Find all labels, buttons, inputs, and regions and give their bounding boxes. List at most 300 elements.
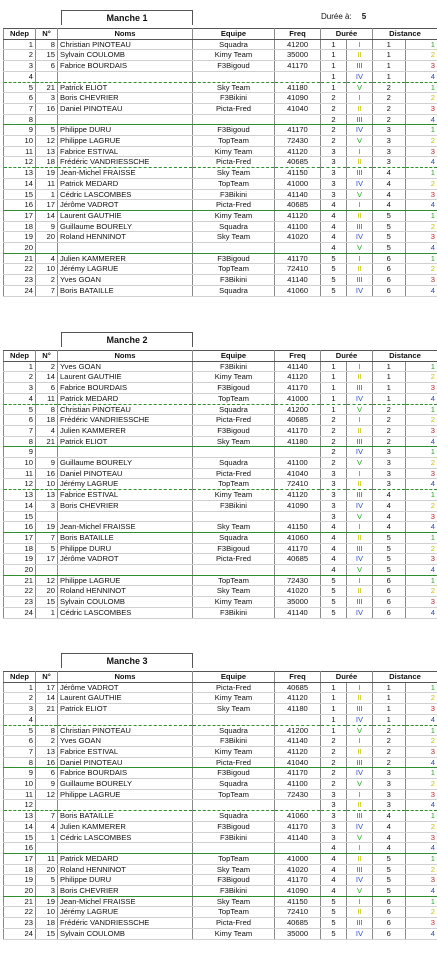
distance-cell: 2 bbox=[373, 404, 406, 415]
distance-slot-cell: 2 bbox=[405, 372, 437, 383]
duree-slot-cell: II bbox=[347, 50, 373, 61]
table-row bbox=[4, 447, 437, 458]
nom-cell: Boris CHEVRIER bbox=[58, 93, 193, 104]
distance-cell: 4 bbox=[373, 500, 406, 511]
distance-cell: 4 bbox=[373, 821, 406, 832]
duree-slot-cell: IV bbox=[347, 447, 373, 458]
n-cell: 12 bbox=[36, 136, 58, 147]
freq-cell: 41200 bbox=[275, 404, 321, 415]
distance-slot-cell: 4 bbox=[405, 200, 437, 211]
duree-cell: 3 bbox=[321, 189, 347, 200]
table-row bbox=[4, 864, 437, 875]
ndep-cell: 1 bbox=[4, 361, 36, 372]
ndep-cell: 13 bbox=[4, 811, 36, 822]
equipe-cell: Sky Team bbox=[193, 864, 275, 875]
equipe-cell: Sky Team bbox=[193, 232, 275, 243]
freq-cell bbox=[275, 243, 321, 254]
duree-cell: 4 bbox=[321, 875, 347, 886]
n-cell: 15 bbox=[36, 928, 58, 939]
duree-slot-cell: IV bbox=[347, 821, 373, 832]
n-cell bbox=[36, 565, 58, 576]
nom-cell: Guillaume BOURELY bbox=[58, 458, 193, 469]
nom-cell: Sylvain COULOMB bbox=[58, 928, 193, 939]
header-distance: Distance bbox=[373, 351, 437, 362]
freq-cell: 41090 bbox=[275, 93, 321, 104]
distance-slot-cell: 1 bbox=[405, 532, 437, 543]
distance-slot-cell: 1 bbox=[405, 361, 437, 372]
equipe-cell: F3Bigoud bbox=[193, 875, 275, 886]
equipe-cell bbox=[193, 114, 275, 125]
n-cell: 14 bbox=[36, 693, 58, 704]
duree-cell: 4 bbox=[321, 554, 347, 565]
ndep-cell: 6 bbox=[4, 93, 36, 104]
equipe-cell bbox=[193, 511, 275, 522]
table-row bbox=[4, 458, 437, 469]
freq-cell: 41170 bbox=[275, 253, 321, 264]
n-cell: 1 bbox=[36, 189, 58, 200]
ndep-cell: 7 bbox=[4, 425, 36, 436]
equipe-cell: Picta-Fred bbox=[193, 103, 275, 114]
nom-cell bbox=[58, 714, 193, 725]
equipe-cell: TopTeam bbox=[193, 264, 275, 275]
ndep-cell: 13 bbox=[4, 168, 36, 179]
duree-cell: 4 bbox=[321, 243, 347, 254]
distance-cell: 3 bbox=[373, 789, 406, 800]
manche-title-row bbox=[3, 8, 437, 28]
freq-cell: 41150 bbox=[275, 522, 321, 533]
equipe-cell: Squadra bbox=[193, 285, 275, 296]
header-row bbox=[4, 29, 437, 40]
equipe-cell: F3Bikini bbox=[193, 832, 275, 843]
duree-slot-cell: I bbox=[347, 575, 373, 586]
equipe-cell: TopTeam bbox=[193, 136, 275, 147]
equipe-cell: F3Bikini bbox=[193, 736, 275, 747]
nom-cell: Frédéric VANDRIESSCHE bbox=[58, 918, 193, 929]
duree-cell: 3 bbox=[321, 490, 347, 501]
freq-cell bbox=[275, 114, 321, 125]
duree-cell: 1 bbox=[321, 682, 347, 693]
table-row bbox=[4, 61, 437, 72]
duree-slot-cell: I bbox=[347, 896, 373, 907]
n-cell: 3 bbox=[36, 886, 58, 897]
freq-cell: 41020 bbox=[275, 232, 321, 243]
freq-cell: 41170 bbox=[275, 768, 321, 779]
freq-cell: 41140 bbox=[275, 607, 321, 618]
distance-cell: 3 bbox=[373, 800, 406, 811]
nom-cell: Cédric LASCOMBES bbox=[58, 607, 193, 618]
table-row bbox=[4, 607, 437, 618]
ndep-cell: 22 bbox=[4, 907, 36, 918]
table-row bbox=[4, 189, 437, 200]
distance-cell: 4 bbox=[373, 200, 406, 211]
nom-cell: Philippe DURU bbox=[58, 125, 193, 136]
duree-cell: 5 bbox=[321, 597, 347, 608]
equipe-cell: F3Bigoud bbox=[193, 425, 275, 436]
nom-cell: Laurent GAUTHIE bbox=[58, 372, 193, 383]
ndep-cell: 18 bbox=[4, 221, 36, 232]
freq-cell: 41200 bbox=[275, 39, 321, 50]
freq-cell bbox=[275, 565, 321, 576]
duree-slot-cell: I bbox=[347, 789, 373, 800]
distance-slot-cell: 2 bbox=[405, 264, 437, 275]
n-cell: 11 bbox=[36, 178, 58, 189]
ndep-cell: 2 bbox=[4, 50, 36, 61]
equipe-cell: Picta-Fred bbox=[193, 468, 275, 479]
duree-cell: 1 bbox=[321, 71, 347, 82]
equipe-cell: TopTeam bbox=[193, 575, 275, 586]
table-row bbox=[4, 575, 437, 586]
distance-slot-cell: 3 bbox=[405, 146, 437, 157]
n-cell: 3 bbox=[36, 500, 58, 511]
header-row bbox=[4, 351, 437, 362]
distance-cell: 2 bbox=[373, 746, 406, 757]
equipe-cell bbox=[193, 71, 275, 82]
n-cell: 5 bbox=[36, 543, 58, 554]
distance-slot-cell: 4 bbox=[405, 436, 437, 447]
freq-cell: 35000 bbox=[275, 597, 321, 608]
freq-cell: 72430 bbox=[275, 136, 321, 147]
n-cell: 19 bbox=[36, 896, 58, 907]
equipe-cell: Squadra bbox=[193, 811, 275, 822]
freq-cell: 41140 bbox=[275, 275, 321, 286]
duree-cell: 1 bbox=[321, 50, 347, 61]
ndep-cell: 4 bbox=[4, 71, 36, 82]
table-row bbox=[4, 693, 437, 704]
distance-cell: 2 bbox=[373, 757, 406, 768]
nom-cell: Philippe LAGRUE bbox=[58, 575, 193, 586]
nom-cell: Patrick ELIOT bbox=[58, 704, 193, 715]
n-cell: 5 bbox=[36, 125, 58, 136]
distance-cell: 3 bbox=[373, 136, 406, 147]
duree-slot-cell: V bbox=[347, 886, 373, 897]
manche-table bbox=[3, 350, 437, 619]
duree-cell: 1 bbox=[321, 693, 347, 704]
distance-cell: 2 bbox=[373, 93, 406, 104]
table-row bbox=[4, 125, 437, 136]
header-noms: Noms bbox=[58, 29, 193, 40]
duree-slot-cell: V bbox=[347, 189, 373, 200]
duree-slot-cell: I bbox=[347, 200, 373, 211]
ndep-cell: 9 bbox=[4, 768, 36, 779]
table-row bbox=[4, 383, 437, 394]
duree-slot-cell: II bbox=[347, 907, 373, 918]
duree-cell: 3 bbox=[321, 789, 347, 800]
duree-slot-cell: II bbox=[347, 532, 373, 543]
ndep-cell: 6 bbox=[4, 736, 36, 747]
freq-cell: 41140 bbox=[275, 189, 321, 200]
distance-slot-cell: 1 bbox=[405, 682, 437, 693]
ndep-cell: 11 bbox=[4, 468, 36, 479]
distance-slot-cell: 4 bbox=[405, 479, 437, 490]
distance-cell: 6 bbox=[373, 607, 406, 618]
distance-slot-cell: 2 bbox=[405, 864, 437, 875]
duree-cell: 3 bbox=[321, 178, 347, 189]
ndep-cell: 23 bbox=[4, 597, 36, 608]
n-cell: 5 bbox=[36, 875, 58, 886]
duree-slot-cell: II bbox=[347, 586, 373, 597]
distance-slot-cell: 3 bbox=[405, 103, 437, 114]
distance-cell: 3 bbox=[373, 479, 406, 490]
ndep-cell: 2 bbox=[4, 693, 36, 704]
nom-cell: Philippe LAGRUE bbox=[58, 136, 193, 147]
duree-cell: 3 bbox=[321, 146, 347, 157]
duree-slot-cell: II bbox=[347, 853, 373, 864]
duree-slot-cell: I bbox=[347, 146, 373, 157]
header-row bbox=[4, 672, 437, 683]
ndep-cell: 24 bbox=[4, 607, 36, 618]
distance-cell: 6 bbox=[373, 253, 406, 264]
table-row bbox=[4, 103, 437, 114]
n-cell: 19 bbox=[36, 168, 58, 179]
n-cell: 19 bbox=[36, 522, 58, 533]
equipe-cell: Kimy Team bbox=[193, 928, 275, 939]
distance-cell: 2 bbox=[373, 425, 406, 436]
header-ndep: Ndep bbox=[4, 29, 36, 40]
distance-slot-cell: 2 bbox=[405, 93, 437, 104]
duree-slot-cell: V bbox=[347, 725, 373, 736]
duree-slot-cell: III bbox=[347, 114, 373, 125]
distance-cell: 3 bbox=[373, 779, 406, 790]
distance-cell: 1 bbox=[373, 383, 406, 394]
n-cell: 16 bbox=[36, 103, 58, 114]
distance-cell: 5 bbox=[373, 853, 406, 864]
n-cell: 10 bbox=[36, 264, 58, 275]
distance-slot-cell: 3 bbox=[405, 918, 437, 929]
nom-cell: Jean-Michel FRAISSE bbox=[58, 168, 193, 179]
distance-cell: 4 bbox=[373, 811, 406, 822]
ndep-cell: 12 bbox=[4, 479, 36, 490]
distance-slot-cell: 2 bbox=[405, 736, 437, 747]
manche-title-row bbox=[3, 651, 437, 671]
distance-cell: 1 bbox=[373, 693, 406, 704]
freq-cell: 35000 bbox=[275, 928, 321, 939]
distance-slot-cell: 1 bbox=[405, 168, 437, 179]
distance-slot-cell: 4 bbox=[405, 886, 437, 897]
manche-title: Manche 1 bbox=[61, 10, 193, 25]
distance-cell: 6 bbox=[373, 918, 406, 929]
distance-cell: 4 bbox=[373, 843, 406, 854]
distance-slot-cell: 2 bbox=[405, 907, 437, 918]
distance-cell: 2 bbox=[373, 436, 406, 447]
equipe-cell: TopTeam bbox=[193, 178, 275, 189]
distance-slot-cell: 4 bbox=[405, 928, 437, 939]
n-cell: 21 bbox=[36, 704, 58, 715]
freq-cell: 41170 bbox=[275, 383, 321, 394]
duree-cell: 5 bbox=[321, 918, 347, 929]
duree-a bbox=[321, 12, 366, 21]
table-row bbox=[4, 178, 437, 189]
freq-cell: 72410 bbox=[275, 479, 321, 490]
table-row bbox=[4, 50, 437, 61]
n-cell bbox=[36, 447, 58, 458]
ndep-cell: 23 bbox=[4, 275, 36, 286]
duree-slot-cell: III bbox=[347, 918, 373, 929]
equipe-cell bbox=[193, 447, 275, 458]
table-row bbox=[4, 586, 437, 597]
distance-cell: 5 bbox=[373, 532, 406, 543]
nom-cell: Christian PINOTEAU bbox=[58, 404, 193, 415]
equipe-cell: Kimy Team bbox=[193, 146, 275, 157]
freq-cell: 41060 bbox=[275, 532, 321, 543]
ndep-cell: 5 bbox=[4, 404, 36, 415]
duree-cell: 1 bbox=[321, 404, 347, 415]
nom-cell: Daniel PINOTEAU bbox=[58, 103, 193, 114]
distance-slot-cell: 1 bbox=[405, 811, 437, 822]
freq-cell: 41150 bbox=[275, 896, 321, 907]
ndep-cell: 24 bbox=[4, 928, 36, 939]
ndep-cell: 3 bbox=[4, 383, 36, 394]
freq-cell: 41040 bbox=[275, 757, 321, 768]
ndep-cell: 16 bbox=[4, 522, 36, 533]
table-row bbox=[4, 532, 437, 543]
n-cell bbox=[36, 714, 58, 725]
freq-cell: 41180 bbox=[275, 704, 321, 715]
equipe-cell: F3Bigoud bbox=[193, 383, 275, 394]
table-row bbox=[4, 746, 437, 757]
manche-title: Manche 3 bbox=[61, 653, 193, 668]
table-row bbox=[4, 886, 437, 897]
distance-slot-cell: 1 bbox=[405, 896, 437, 907]
distance-slot-cell: 2 bbox=[405, 821, 437, 832]
freq-cell: 41040 bbox=[275, 468, 321, 479]
ndep-cell: 21 bbox=[4, 253, 36, 264]
distance-cell: 4 bbox=[373, 490, 406, 501]
freq-cell bbox=[275, 843, 321, 854]
nom-cell: Jérôme VADROT bbox=[58, 554, 193, 565]
ndep-cell: 15 bbox=[4, 511, 36, 522]
nom-cell: Philippe DURU bbox=[58, 875, 193, 886]
equipe-cell: Squadra bbox=[193, 39, 275, 50]
duree-cell: 2 bbox=[321, 93, 347, 104]
duree-slot-cell: I bbox=[347, 39, 373, 50]
duree-cell: 5 bbox=[321, 275, 347, 286]
table-row bbox=[4, 157, 437, 168]
distance-slot-cell: 1 bbox=[405, 253, 437, 264]
table-row bbox=[4, 232, 437, 243]
nom-cell: Yves GOAN bbox=[58, 736, 193, 747]
freq-cell: 72410 bbox=[275, 264, 321, 275]
duree-cell: 5 bbox=[321, 575, 347, 586]
distance-slot-cell: 4 bbox=[405, 565, 437, 576]
freq-cell: 41100 bbox=[275, 779, 321, 790]
distance-cell: 1 bbox=[373, 682, 406, 693]
header-freq: Freq bbox=[275, 29, 321, 40]
table-row bbox=[4, 361, 437, 372]
table-row bbox=[4, 597, 437, 608]
distance-cell: 1 bbox=[373, 39, 406, 50]
nom-cell: Boris BATAILLE bbox=[58, 285, 193, 296]
duree-slot-cell: III bbox=[347, 275, 373, 286]
n-cell: 18 bbox=[36, 918, 58, 929]
distance-slot-cell: 4 bbox=[405, 607, 437, 618]
nom-cell: Boris BATAILLE bbox=[58, 811, 193, 822]
header-equipe: Equipe bbox=[193, 29, 275, 40]
ndep-cell: 14 bbox=[4, 500, 36, 511]
freq-cell bbox=[275, 511, 321, 522]
table-row bbox=[4, 71, 437, 82]
distance-slot-cell: 2 bbox=[405, 458, 437, 469]
freq-cell: 41180 bbox=[275, 82, 321, 93]
n-cell: 7 bbox=[36, 532, 58, 543]
header-duree: Durée bbox=[321, 29, 373, 40]
duree-cell: 3 bbox=[321, 168, 347, 179]
duree-slot-cell: V bbox=[347, 779, 373, 790]
ndep-cell: 22 bbox=[4, 264, 36, 275]
equipe-cell: F3Bikini bbox=[193, 189, 275, 200]
duree-slot-cell: IV bbox=[347, 393, 373, 404]
nom-cell: Julien KAMMERER bbox=[58, 253, 193, 264]
n-cell: 9 bbox=[36, 458, 58, 469]
duree-cell: 1 bbox=[321, 361, 347, 372]
duree-slot-cell: IV bbox=[347, 232, 373, 243]
duree-cell: 3 bbox=[321, 811, 347, 822]
n-cell: 14 bbox=[36, 372, 58, 383]
equipe-cell: F3Bigoud bbox=[193, 125, 275, 136]
distance-cell: 1 bbox=[373, 372, 406, 383]
ndep-cell: 19 bbox=[4, 232, 36, 243]
duree-slot-cell: III bbox=[347, 383, 373, 394]
duree-cell: 2 bbox=[321, 757, 347, 768]
ndep-cell: 20 bbox=[4, 886, 36, 897]
table-row bbox=[4, 821, 437, 832]
ndep-cell: 5 bbox=[4, 725, 36, 736]
ndep-cell: 8 bbox=[4, 757, 36, 768]
table-row bbox=[4, 907, 437, 918]
ndep-cell: 2 bbox=[4, 372, 36, 383]
equipe-cell: F3Bikini bbox=[193, 93, 275, 104]
distance-cell: 5 bbox=[373, 243, 406, 254]
n-cell: 21 bbox=[36, 436, 58, 447]
nom-cell: Sylvain COULOMB bbox=[58, 50, 193, 61]
distance-slot-cell: 3 bbox=[405, 597, 437, 608]
equipe-cell bbox=[193, 714, 275, 725]
duree-slot-cell: V bbox=[347, 832, 373, 843]
distance-cell: 2 bbox=[373, 725, 406, 736]
duree-slot-cell: IV bbox=[347, 554, 373, 565]
equipe-cell: Squadra bbox=[193, 458, 275, 469]
distance-cell: 6 bbox=[373, 907, 406, 918]
ndep-cell: 6 bbox=[4, 415, 36, 426]
distance-cell: 5 bbox=[373, 543, 406, 554]
duree-slot-cell: II bbox=[347, 103, 373, 114]
duree-cell: 2 bbox=[321, 458, 347, 469]
duree-cell: 2 bbox=[321, 768, 347, 779]
equipe-cell: Sky Team bbox=[193, 168, 275, 179]
nom-cell: Frédéric VANDRIESSCHE bbox=[58, 157, 193, 168]
n-cell: 8 bbox=[36, 404, 58, 415]
nom-cell: Jérémy LAGRUE bbox=[58, 479, 193, 490]
freq-cell: 41040 bbox=[275, 103, 321, 114]
equipe-cell: F3Bigoud bbox=[193, 253, 275, 264]
distance-slot-cell: 4 bbox=[405, 71, 437, 82]
freq-cell: 41100 bbox=[275, 221, 321, 232]
nom-cell bbox=[58, 843, 193, 854]
duree-slot-cell: II bbox=[347, 264, 373, 275]
ndep-cell: 10 bbox=[4, 779, 36, 790]
table-row bbox=[4, 200, 437, 211]
freq-cell: 41200 bbox=[275, 725, 321, 736]
duree-cell: 4 bbox=[321, 543, 347, 554]
distance-cell: 6 bbox=[373, 264, 406, 275]
n-cell: 17 bbox=[36, 200, 58, 211]
nom-cell: Christian PINOTEAU bbox=[58, 39, 193, 50]
freq-cell: 40685 bbox=[275, 554, 321, 565]
duree-slot-cell: V bbox=[347, 404, 373, 415]
duree-slot-cell: I bbox=[347, 468, 373, 479]
nom-cell: Guillaume BOURELY bbox=[58, 779, 193, 790]
nom-cell: Daniel PINOTEAU bbox=[58, 757, 193, 768]
equipe-cell: Sky Team bbox=[193, 82, 275, 93]
